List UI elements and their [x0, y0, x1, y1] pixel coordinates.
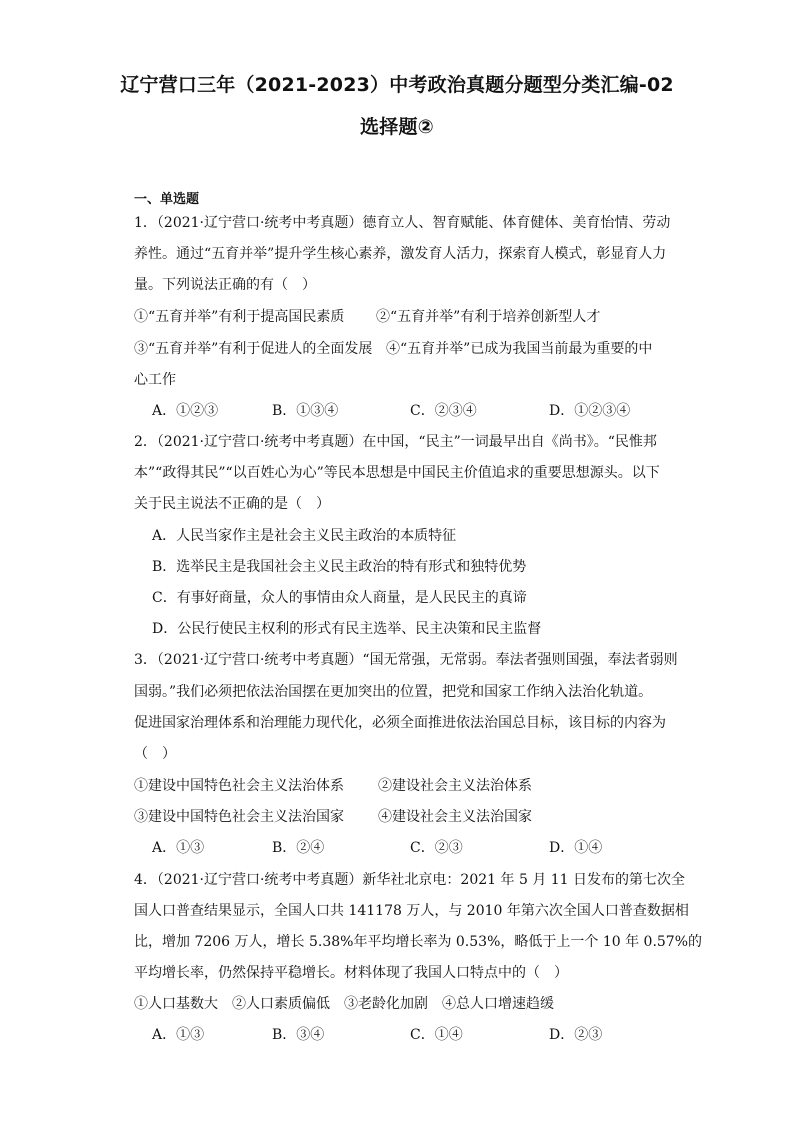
- q1-stem-line-3: 量。下列说法正确的有（ ）: [134, 277, 316, 293]
- document-title: 辽宁营口三年（2021-2023）中考政治真题分题型分类汇编-02: [120, 74, 674, 96]
- q2-stem-line-3: 关于民主说法不正确的是（ ）: [134, 496, 330, 512]
- q3-option-a: A．①③: [152, 840, 205, 856]
- q1-statement-3: ③“五育并举”有利于促进人的全面发展: [134, 341, 373, 357]
- q2-stem-line-2: 本”“政得其民”“以百姓心为心”等民本思想是中国民主价值追求的重要思想源头。以下: [134, 465, 660, 481]
- q1-option-b: B．①③④: [272, 403, 339, 419]
- q2-option-a: A．人民当家作主是社会主义民主政治的本质特征: [152, 528, 457, 544]
- q4-stem-line-2: 国人口普查结果显示，全国人口共 141178 万人，与 2010 年第六次全国人口普查数据相: [134, 903, 689, 919]
- q3-statement-1: ①建设中国特色社会主义法治体系: [134, 778, 344, 794]
- q3-stem-line-3: 促进国家治理体系和治理能力现代化，必须全面推进依法治国总目标，该目标的内容为: [134, 715, 666, 731]
- q1-statement-2: ②“五育并举”有利于培养创新型人才: [376, 309, 601, 325]
- q4-stem-line-1: 4．（2021·辽宁营口·统考中考真题）新华社北京电：2021 年 5 月 11 日发布的第七次全: [134, 872, 686, 888]
- q3-stem-line-2: 国弱。”我们必须把依法治国摆在更加突出的位置，把党和国家工作纳入法治化轨道。: [134, 684, 653, 700]
- q3-stem-line-4: （ ）: [134, 746, 176, 762]
- q4-option-c: C．①④: [410, 1027, 463, 1043]
- q1-option-d: D．①②③④: [549, 403, 631, 419]
- q2-stem-line-1: 2．（2021·辽宁营口·统考中考真题）在中国，“民主”一词最早出自《尚书》。“民惟邦: [134, 434, 657, 450]
- q3-option-c: C．②③: [410, 840, 463, 856]
- q1-stem-line-2: 养性。通过“五育并举”提升学生核心素养，激发育人活力，探索育人模式，彰显育人力: [134, 246, 667, 262]
- document-subtitle: 选择题②: [360, 116, 434, 138]
- q3-stem-line-1: 3．（2021·辽宁营口·统考中考真题）“国无常强，无常弱。奉法者强则国强，奉法者弱则: [134, 652, 678, 668]
- q3-statement-4: ④建设社会主义法治国家: [378, 809, 532, 825]
- section-heading: 一、单选题: [134, 192, 200, 207]
- q4-stem-line-3: 比，增加 7206 万人，增长 5.38%年平均增长率为 0.53%，略低于上一个 10 年 0.57%的: [134, 934, 703, 950]
- q2-option-d: D．公民行使民主权利的形式有民主选举、民主决策和民主监督: [152, 621, 542, 637]
- q1-statement-1: ①“五育并举”有利于提高国民素质: [134, 309, 345, 325]
- q4-option-a: A．①③: [152, 1027, 205, 1043]
- q3-option-d: D．①④: [549, 840, 603, 856]
- q3-statement-2: ②建设社会主义法治体系: [378, 778, 532, 794]
- q4-stem-line-4: 平均增长率，仍然保持平稳增长。材料体现了我国人口特点中的（ ）: [134, 965, 568, 981]
- q1-statement-4: ④“五育并举”已成为我国当前最为重要的中: [386, 341, 653, 357]
- q1-option-c: C．②③④: [410, 403, 477, 419]
- q1-statement-4-cont: 心工作: [134, 372, 176, 388]
- q4-option-b: B．③④: [272, 1027, 325, 1043]
- q2-option-b: B．选举民主是我国社会主义民主政治的特有形式和独特优势: [152, 559, 527, 575]
- q4-statements: ①人口基数大 ②人口素质偏低 ③老龄化加剧 ④总人口增速趋缓: [134, 996, 554, 1012]
- q1-option-a: A．①②③: [152, 403, 219, 419]
- q4-option-d: D．②③: [549, 1027, 603, 1043]
- q1-stem-line-1: 1．（2021·辽宁营口·统考中考真题）德育立人、智育赋能、体育健体、美育怡情、劳动: [134, 215, 671, 231]
- q3-option-b: B．②④: [272, 840, 325, 856]
- q2-option-c: C．有事好商量，众人的事情由众人商量，是人民民主的真谛: [152, 590, 527, 606]
- q3-statement-3: ③建设中国特色社会主义法治国家: [134, 809, 344, 825]
